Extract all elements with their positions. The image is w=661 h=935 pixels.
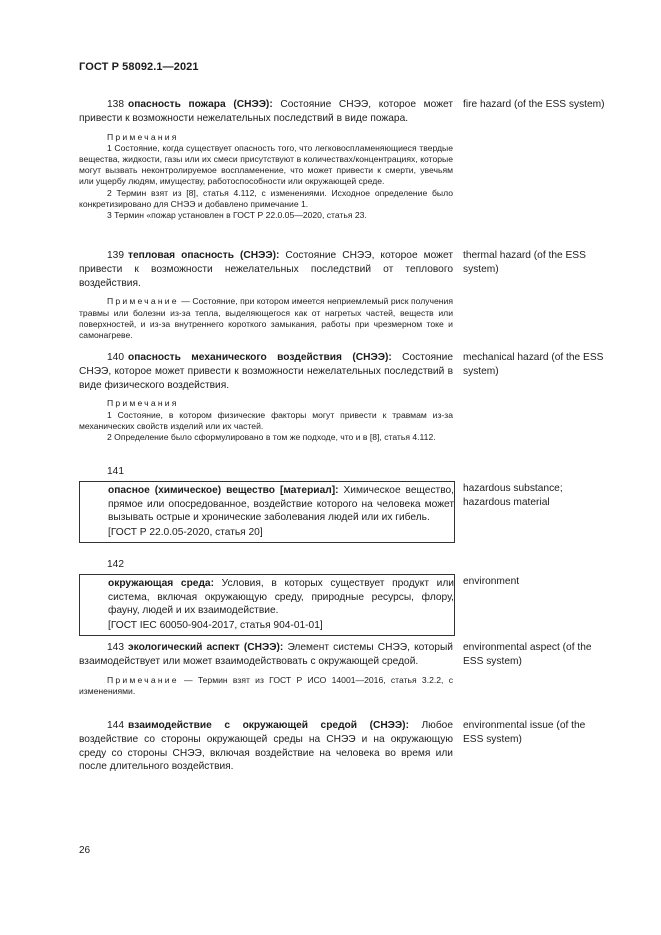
term-entry-138 — [79, 98, 605, 221]
english-equivalent: thermal hazard (of the ESS system) — [463, 250, 586, 275]
term-name: экологический аспект (СНЭЭ): — [128, 642, 284, 653]
definition-text: Состояние СНЭЭ, которое может привести к возможности нежелательных последствий от теплового воздействия. — [79, 250, 453, 289]
notes-title: Примечания — [107, 131, 179, 142]
term-definition — [79, 719, 453, 774]
term-number: 141 — [107, 466, 124, 477]
note-2: 2 Определение было сформулировано в том же подходе, что и в [8], статья 4.112. — [107, 432, 436, 442]
note-3: 3 Термин «пожар установлен в ГОСТ Р 22.0.05—2020, статья 23. — [107, 210, 367, 221]
term-entry-144 — [79, 719, 599, 774]
term-name: опасность механического воздействия (СНЭЭ): — [128, 352, 392, 363]
definition-text: Элемент системы СНЭЭ, который взаимодействует или может взаимодействовать с окружающей средой. — [79, 642, 453, 667]
source-reference: [ГОСТ IEC 60050-904-2017, статья 904-01-01] — [108, 620, 323, 632]
term-number: 139 — [107, 250, 124, 261]
definition-text: Условия, в которых существует продукт или система, включая окружающую среду, природные ресурсы, флору, фауну, людей и их взаимодействие. — [108, 577, 454, 617]
page-number: 26 — [79, 845, 91, 856]
term-name: взаимодействие с окружающей средой (СНЭЭ): — [128, 720, 409, 731]
term-name: тепловая опасность (СНЭЭ): — [128, 250, 280, 261]
note-1: 1 Состояние, в котором физические факторы могут привести к травмам из-за механических свойств изделий или их частей. — [79, 409, 453, 431]
term-number: 140 — [107, 352, 124, 363]
term-name: опасное (химическое) вещество [материал]: — [108, 484, 339, 496]
definition-text: Состояние СНЭЭ, которое может привести к возможности нежелательных последствий в виде физического воздействия. — [79, 352, 453, 391]
term-entry-143 — [79, 641, 599, 697]
term-number: 143 — [107, 642, 124, 653]
note — [79, 296, 453, 341]
standard-term-box — [79, 574, 455, 636]
term-entry-141 — [79, 465, 599, 543]
standard-term-box — [79, 481, 455, 543]
term-name: окружающая среда: — [108, 577, 214, 589]
term-definition — [79, 98, 453, 126]
notes-title: Примечания — [107, 398, 179, 409]
term-definition — [79, 641, 453, 669]
note-label: Примечание — [107, 296, 179, 307]
term-entry-140 — [79, 351, 604, 443]
english-equivalent: environment — [463, 576, 520, 587]
term-definition — [79, 249, 453, 290]
note-text: — Состояние, при котором имеется неприемлемый риск получения травмы или болезни из-за тепла, выделяющегося как от нагретых частей, веществ или поверхностей, и из-за внутреннего короткого замыкания, работы при чрезмерном токе и самонагреве. — [79, 296, 453, 340]
term-number: 138 — [107, 99, 124, 110]
note — [79, 675, 453, 697]
term-name: опасность пожара (СНЭЭ): — [128, 99, 273, 110]
definition-text: Химическое вещество, прямое или опосредованное, воздействие которого на человека может вызывать острые и хронические заболевания людей или их гибель. — [108, 484, 454, 524]
term-number: 144 — [107, 720, 124, 731]
document-header: ГОСТ Р 58092.1—2021 — [79, 61, 199, 73]
note-1: 1 Состояние, когда существует опасность того, что легковоспламеняющиеся твердые вещества, жидкости, газы или их смеси присутствуют в количествах/концентрациях, которые могут вызвать неконтролируемое воспламенение, что может привести к смерти, увечьям или ущербу людям, имуществу, работоспособности или окружающей среде. — [79, 142, 453, 187]
note-2: 2 Термин взят из [8], статья 4.112, с изменениями. Исходное определение было конкретизировано для СНЭЭ и добавлено примечание 1. — [79, 187, 453, 209]
english-equivalent: environmental issue (of the ESS system) — [463, 720, 586, 745]
english-equivalent: fire hazard (of the ESS system) — [463, 99, 605, 110]
term-definition — [79, 351, 453, 392]
term-entry-139 — [79, 249, 599, 341]
english-equivalent: hazardous substance; hazardous material — [463, 483, 563, 508]
term-number: 142 — [107, 559, 124, 570]
source-reference: [ГОСТ Р 22.0.05-2020, статья 20] — [108, 527, 263, 539]
definition-text: Любое воздействие со стороны окружающей среды на СНЭЭ и на окружающую среду со стороны СНЭЭ, включая воздействие на человека во время или после длительного воздействия. — [79, 720, 453, 773]
english-equivalent: mechanical hazard (of the ESS system) — [463, 352, 604, 377]
english-equivalent: environmental aspect (of the ESS system) — [463, 642, 592, 667]
note-text: — Термин взят из ГОСТ Р ИСО 14001—2016, статья 3.2.2, с изменениями. — [79, 674, 453, 696]
note-label: Примечание — [107, 674, 179, 685]
definition-text: Состояние СНЭЭ, которое может привести к возможности нежелательных последствий в виде пожара. — [79, 99, 454, 124]
term-entry-142 — [79, 558, 599, 636]
